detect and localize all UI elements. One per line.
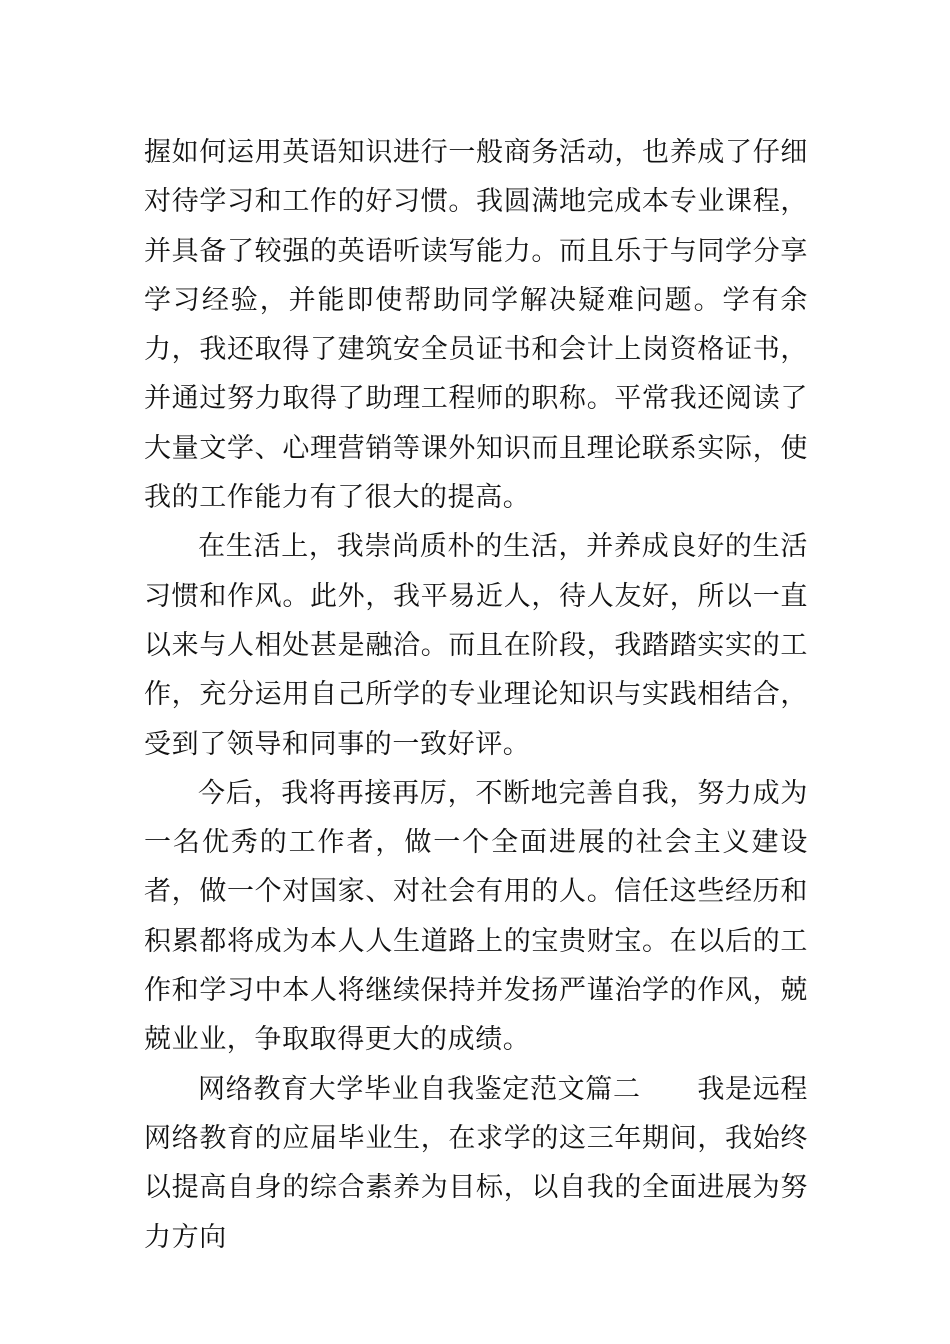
sample-heading: 网络教育大学毕业自我鉴定范文篇二 <box>198 1073 641 1105</box>
paragraph-future: 今后，我将再接再厉，不断地完善自我，努力成为一名优秀的工作者，做一个全面进展的社会主义建设者，做一个对国家、对社会有用的人。信任这些经历和积累都将成为本人人生道路上的宝贵财宝。在以后的工作和学习中本人将继续保持并发扬严谨治学的作风，兢兢业业，争取取得更大的成绩。 <box>144 777 808 1056</box>
paragraph-life: 在生活上，我崇尚质朴的生活，并养成良好的生活习惯和作风。此外，我平易近人，待人友好，所以一直以来与人相处甚是融洽。而且在阶段，我踏踏实实的工作，充分运用自己所学的专业理论知识与实践相结合，受到了领导和同事的一致好评。 <box>144 531 808 760</box>
document-body <box>144 128 808 1262</box>
paragraph-sample-two <box>144 1065 808 1262</box>
sample-text: 我是远程网络教育的应届毕业生，在求学的这三年期间，我始终以提高自身的综合素养为目标，以自我的全面进展为努力方向 <box>144 1073 808 1253</box>
paragraph-continued: 握如何运用英语知识进行一般商务活动，也养成了仔细对待学习和工作的好习惯。我圆满地完成本专业课程，并具备了较强的英语听读写能力。而且乐于与同学分享学习经验，并能即使帮助同学解决疑难问题。学有余力，我还取得了建筑安全员证书和会计上岗资格证书，并通过努力取得了助理工程师的职称。平常我还阅读了大量文学、心理营销等课外知识而且理论联系实际，使我的工作能力有了很大的提高。 <box>144 137 808 514</box>
